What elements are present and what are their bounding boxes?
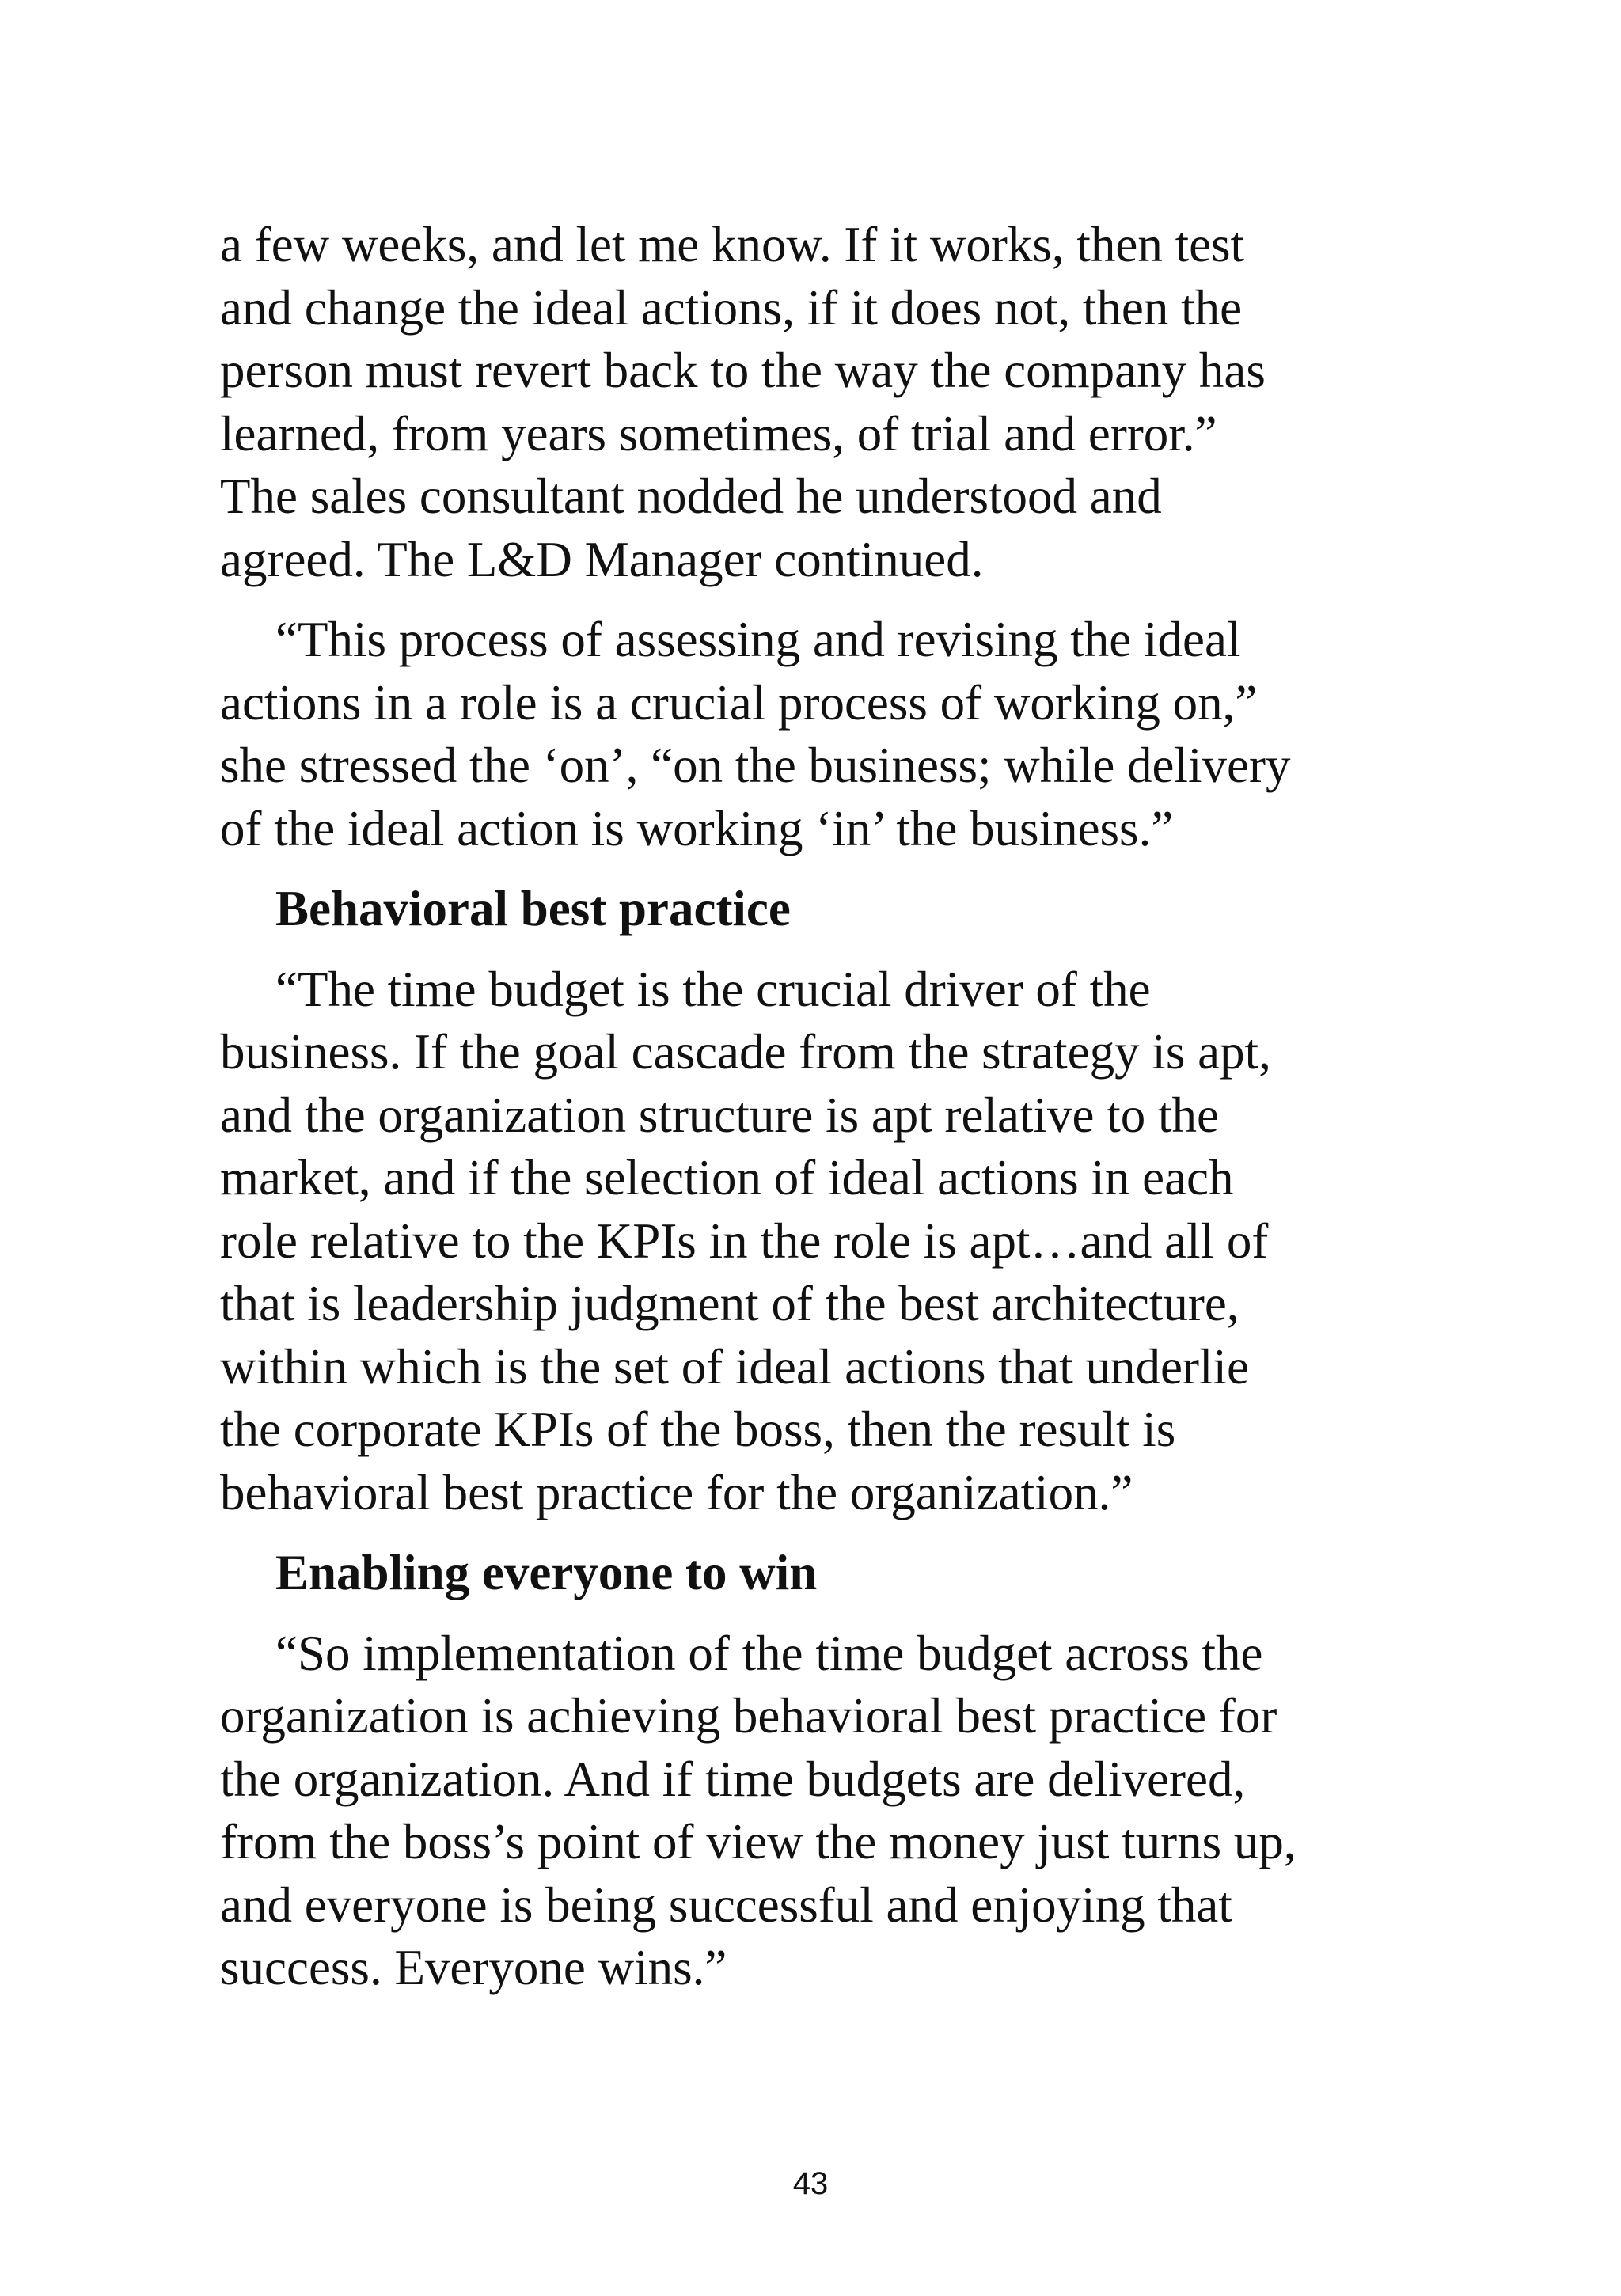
body-text (220, 214, 1423, 2017)
section-heading-behavioral-best-practice: Behavioral best practice (275, 881, 791, 936)
paragraph-time-budget: “The time budget is the crucial driver of the business. If the goal cascade from the strategy is apt, and the organization structure is apt relative to the market, and if the selection of ideal actions in each role relative to the KPIs in the role is apt…and all of that is leadership judgment of the best architecture, within which is the set of ideal actions that underlie the corporate KPIs of the boss, then the result is behavioral best practice for the organization.” (220, 961, 1271, 1520)
page-number: 43 (792, 2166, 829, 2201)
section-heading-enabling-everyone: Enabling everyone to win (275, 1545, 818, 1600)
paragraph-implementation: “So implementation of the time budget across the organization is achieving behavioral best practice for the organization. And if time budgets are delivered, from the boss’s point of view the money just turns up, and everyone is being successful and enjoying that success. Everyone wins.” (220, 1625, 1296, 1995)
paragraph-ideal-actions: “This process of assessing and revising the ideal actions in a role is a crucial process of working on,” she stressed the ‘on’, “on the business; while delivery of the ideal action is working ‘in’ the business.” (220, 612, 1291, 856)
paragraph-continuation: a few weeks, and let me know. If it works, then test and change the ideal actions, if it does not, then the person must revert back to the way the company has learned, from years sometimes, of trial and error.” The sales consultant nodded he understood and agreed. The L&D Manager continued. (220, 217, 1266, 587)
